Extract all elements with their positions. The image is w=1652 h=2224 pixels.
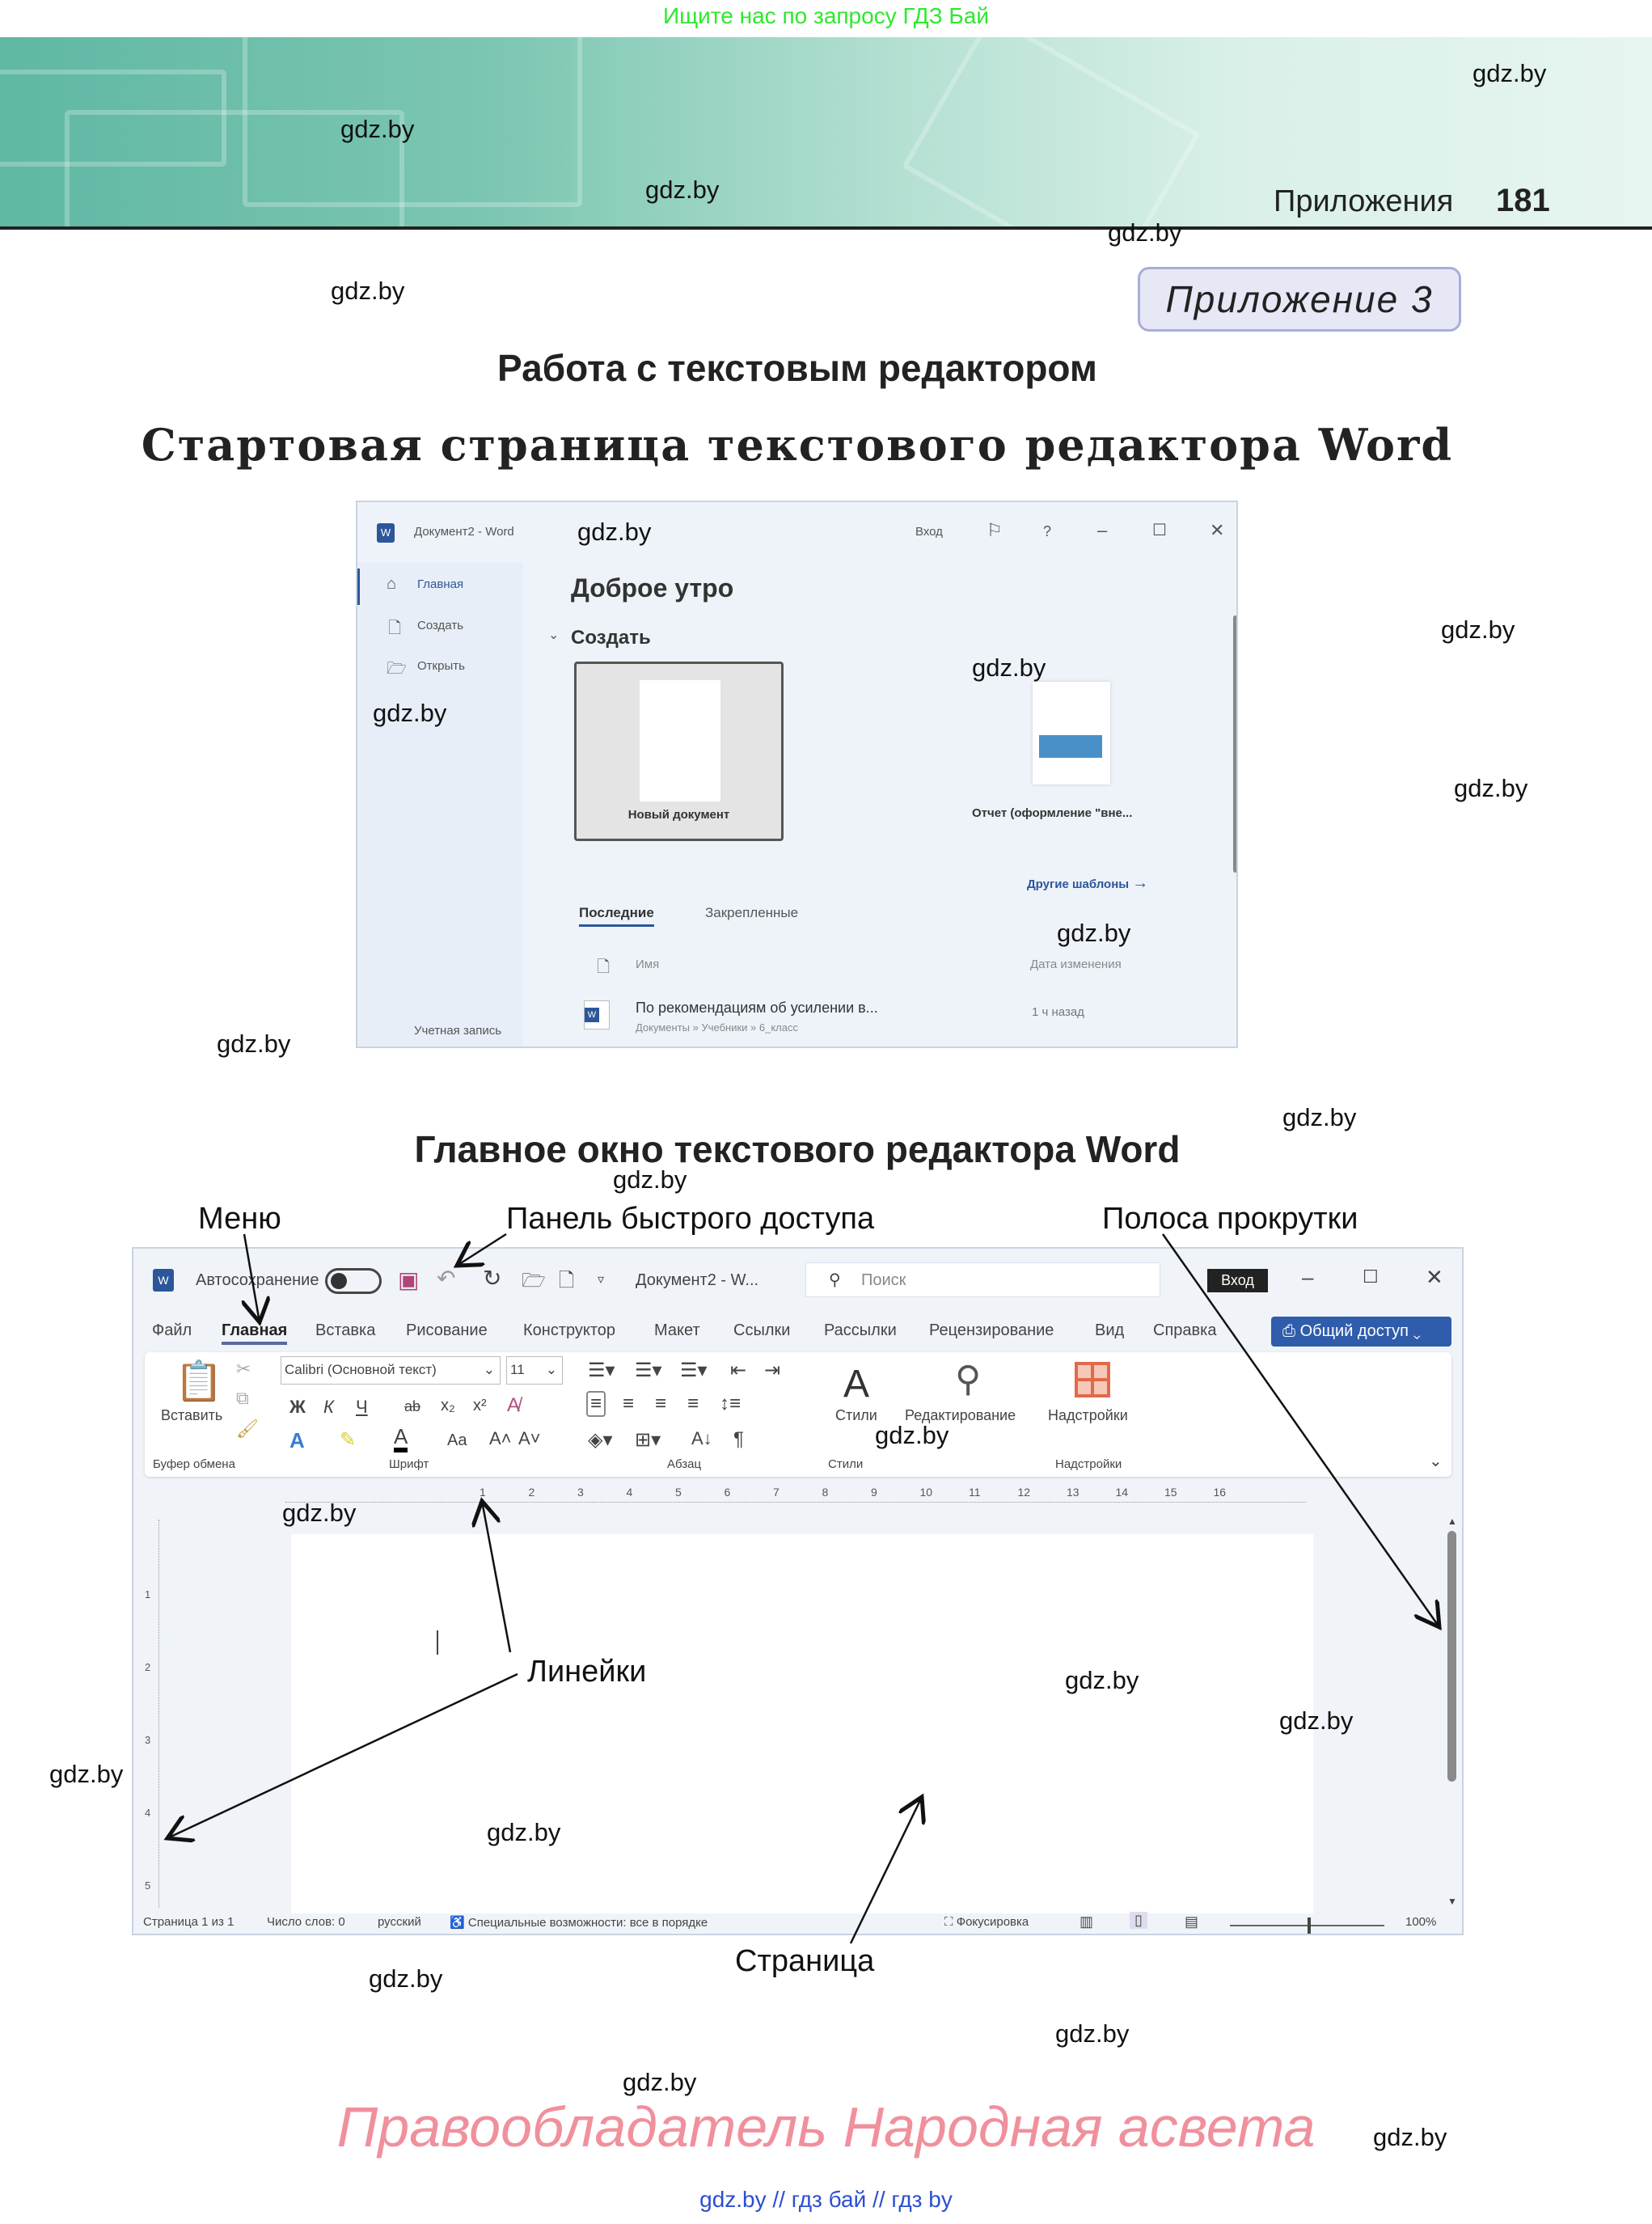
- redo-icon[interactable]: ↻: [483, 1266, 502, 1291]
- align-left-icon[interactable]: ≡: [586, 1391, 606, 1417]
- bold-button[interactable]: Ж: [289, 1397, 306, 1417]
- group-label-clipboard: Буфер обмена: [153, 1457, 235, 1471]
- ruler-number: 9: [871, 1486, 877, 1499]
- word-file-icon: W: [584, 1000, 610, 1030]
- status-accessibility[interactable]: ♿ Специальные возможности: все в порядке: [450, 1916, 708, 1930]
- watermark: gdz.by: [1065, 1666, 1139, 1694]
- borders-icon[interactable]: ⊞▾: [635, 1429, 661, 1451]
- autosave-toggle[interactable]: [325, 1268, 382, 1294]
- vertical-ruler-number: 5: [145, 1879, 151, 1892]
- watermark: gdz.by: [369, 1964, 443, 1993]
- subscript-button[interactable]: x₂: [441, 1397, 455, 1414]
- appendix-badge: Приложение 3: [1138, 267, 1461, 332]
- vertical-scrollbar[interactable]: [1447, 1531, 1456, 1782]
- search-placeholder: Поиск: [861, 1271, 906, 1289]
- scroll-down-icon[interactable]: ▼: [1447, 1896, 1457, 1907]
- tab-recent[interactable]: Последние: [579, 905, 654, 927]
- word-main-window-screenshot: [132, 1247, 1464, 1935]
- ruler-number: 2: [528, 1486, 535, 1499]
- watermark: gdz.by: [217, 1030, 291, 1058]
- vertical-ruler-number: 4: [145, 1807, 151, 1819]
- multilevel-list-icon[interactable]: ☰▾: [680, 1359, 708, 1381]
- word-logo-icon: W: [153, 1269, 174, 1292]
- watermark: gdz.by: [1282, 1103, 1357, 1131]
- status-page[interactable]: Страница 1 из 1: [143, 1915, 234, 1929]
- menu-tab-8[interactable]: Рецензирование: [929, 1321, 1054, 1339]
- ruler-number: 13: [1067, 1486, 1080, 1499]
- font-name-select[interactable]: Calibri (Основной текст) ⌄: [281, 1356, 501, 1385]
- share-button[interactable]: ⎙ Общий доступ ⌄: [1271, 1317, 1451, 1347]
- editing-icon[interactable]: ⚲: [955, 1359, 982, 1399]
- menu-tab-9[interactable]: Вид: [1095, 1321, 1125, 1339]
- group-label-paragraph: Абзац: [667, 1457, 702, 1471]
- watermark: gdz.by: [613, 1165, 687, 1194]
- word-start-screenshot: [356, 501, 1238, 1048]
- decrease-indent-icon[interactable]: ⇤: [730, 1359, 747, 1381]
- font-name-value: Calibri (Основной текст): [285, 1362, 437, 1377]
- copyright-notice: Правообладатель Народная асвета: [336, 2095, 1316, 2158]
- menu-tab-5[interactable]: Макет: [654, 1321, 700, 1339]
- shrink-font-button[interactable]: A˅: [518, 1428, 541, 1448]
- minimize-icon[interactable]: –: [1097, 520, 1108, 540]
- superscript-button[interactable]: x²: [473, 1397, 487, 1414]
- word-logo-icon: W: [377, 523, 395, 543]
- watermark: gdz.by: [1108, 218, 1182, 247]
- save-icon[interactable]: ▣: [398, 1267, 420, 1292]
- ruler-number: 16: [1213, 1486, 1227, 1499]
- status-words[interactable]: Число слов: 0: [267, 1915, 345, 1929]
- search-input[interactable]: [805, 1262, 1160, 1297]
- font-size-select[interactable]: 11 ⌄: [506, 1356, 563, 1385]
- ruler-number: 1: [480, 1486, 486, 1499]
- vertical-ruler-number: 2: [145, 1661, 151, 1673]
- template-label: Новый документ: [627, 808, 730, 822]
- template-new-document[interactable]: [574, 662, 784, 841]
- watermark: gdz.by: [645, 175, 720, 204]
- watermark: gdz.by: [623, 2068, 697, 2096]
- cut-icon[interactable]: ✂: [236, 1359, 251, 1379]
- watermark: gdz.by: [282, 1499, 357, 1527]
- watermark: gdz.by: [1055, 2019, 1130, 2048]
- watermark: gdz.by: [577, 518, 652, 546]
- help-icon[interactable]: ?: [1043, 523, 1052, 539]
- addins-icon[interactable]: [1075, 1362, 1110, 1397]
- watermark: gdz.by: [1057, 919, 1131, 947]
- clear-formatting-icon[interactable]: A̸: [507, 1394, 521, 1416]
- highlight-icon[interactable]: ✎: [340, 1429, 357, 1451]
- sort-icon[interactable]: A↓: [691, 1428, 712, 1448]
- maximize-icon[interactable]: ☐: [1363, 1266, 1379, 1287]
- vertical-ruler[interactable]: [142, 1520, 159, 1908]
- show-marks-icon[interactable]: ¶: [733, 1428, 744, 1450]
- watermark: gdz.by: [49, 1760, 124, 1788]
- scrollbar[interactable]: [1233, 615, 1238, 873]
- window-title: Документ2 - Word: [414, 525, 514, 539]
- format-painter-icon[interactable]: 🖌: [236, 1419, 259, 1439]
- ruler-number: 15: [1164, 1486, 1177, 1499]
- label-rulers: Линейки: [527, 1655, 647, 1689]
- watermark: gdz.by: [1441, 615, 1515, 644]
- folder-icon: 🗁: [387, 660, 407, 678]
- document-title: Документ2 - W...: [636, 1271, 759, 1289]
- ruler-number: 5: [675, 1486, 682, 1499]
- label-page: Страница: [735, 1944, 875, 1978]
- watermark: gdz.by: [1279, 1706, 1354, 1735]
- ruler-number: 4: [626, 1486, 633, 1499]
- grow-font-button[interactable]: A˄: [489, 1428, 512, 1448]
- addins-button[interactable]: Надстройки: [1048, 1407, 1128, 1423]
- feedback-icon[interactable]: ⚐: [987, 520, 1003, 540]
- heading-start-page: Стартовая страница текстового редактора Word: [141, 419, 1454, 471]
- file-path: Документы » Учебники » 6_класс: [636, 1021, 798, 1034]
- print-layout-icon[interactable]: ▯: [1130, 1912, 1147, 1929]
- document-page[interactable]: [291, 1534, 1313, 1914]
- menu-tab-2[interactable]: Вставка: [315, 1321, 376, 1339]
- create-heading: Создать: [571, 627, 651, 649]
- ruler-number: 11: [969, 1486, 981, 1499]
- ruler-number: 12: [1017, 1486, 1031, 1499]
- menu-tab-3[interactable]: Рисование: [406, 1321, 488, 1339]
- styles-icon[interactable]: A: [843, 1363, 870, 1406]
- bullets-icon[interactable]: ☰▾: [588, 1359, 615, 1381]
- watermark: gdz.by: [1373, 2123, 1447, 2151]
- label-menu: Меню: [198, 1202, 281, 1236]
- paste-icon[interactable]: 📋: [175, 1360, 223, 1403]
- page-number: 181: [1496, 183, 1550, 218]
- focus-button[interactable]: ⛶ Фокусировка: [944, 1915, 1029, 1929]
- close-icon[interactable]: ✕: [1210, 520, 1225, 540]
- sidebar-label: Открыть: [417, 659, 465, 673]
- vertical-ruler-number: 1: [145, 1588, 151, 1600]
- menu-tab-7[interactable]: Рассылки: [824, 1321, 897, 1339]
- watermark: gdz.by: [373, 699, 447, 727]
- label-scrollbar: Полоса прокрутки: [1102, 1202, 1358, 1236]
- change-case-button[interactable]: Aa: [447, 1431, 467, 1449]
- styles-button[interactable]: Стили: [835, 1407, 877, 1423]
- text-effects-button[interactable]: A: [289, 1428, 305, 1452]
- minimize-icon[interactable]: –: [1302, 1265, 1314, 1289]
- align-right-icon[interactable]: ≡: [655, 1393, 667, 1414]
- arrow-right-icon: →: [1132, 874, 1149, 892]
- signin-button[interactable]: Вход: [915, 525, 943, 539]
- undo-icon[interactable]: ↶: [437, 1266, 456, 1291]
- scroll-up-icon[interactable]: ▲: [1447, 1516, 1457, 1527]
- font-color-button[interactable]: A: [394, 1425, 408, 1452]
- text-cursor: [437, 1630, 438, 1655]
- align-center-icon[interactable]: ≡: [623, 1393, 635, 1414]
- maximize-icon[interactable]: ☐: [1152, 522, 1167, 539]
- zoom-slider[interactable]: [1230, 1925, 1384, 1926]
- sidebar-label: Создать: [417, 619, 464, 632]
- watermark: gdz.by: [875, 1421, 949, 1449]
- ruler-number: 10: [919, 1486, 933, 1499]
- more-templates-link[interactable]: Другие шаблоны →: [1027, 874, 1149, 892]
- template-label: Отчет (оформление "вне...: [972, 806, 1133, 820]
- new-doc-icon: 🗋: [388, 619, 402, 637]
- search-hint: Ищите нас по запросу ГДЗ Бай: [662, 3, 990, 28]
- editing-button[interactable]: Редактирование: [905, 1407, 1016, 1423]
- group-label-addins: Надстройки: [1055, 1457, 1122, 1471]
- footer-links[interactable]: gdz.by // гдз бай // гдз by: [699, 2187, 953, 2212]
- watermark: gdz.by: [340, 115, 415, 143]
- status-language[interactable]: русский: [378, 1915, 421, 1929]
- signin-button[interactable]: Вход: [1207, 1269, 1268, 1292]
- search-icon: ⚲: [829, 1271, 841, 1289]
- ruler-number: 14: [1115, 1486, 1129, 1499]
- close-icon[interactable]: ✕: [1426, 1265, 1443, 1289]
- strikethrough-button[interactable]: ab: [404, 1398, 421, 1414]
- shading-icon[interactable]: ◈▾: [588, 1429, 613, 1451]
- web-layout-icon[interactable]: ▤: [1185, 1913, 1199, 1930]
- underline-button[interactable]: Ч: [356, 1397, 368, 1417]
- numbering-icon[interactable]: ☰▾: [635, 1359, 662, 1381]
- new-doc-icon[interactable]: 🗋: [559, 1270, 575, 1292]
- sidebar-label: Главная: [417, 577, 464, 591]
- menu-tab-10[interactable]: Справка: [1153, 1321, 1217, 1339]
- column-name[interactable]: Имя: [636, 958, 660, 971]
- paste-button[interactable]: Вставить: [161, 1407, 223, 1423]
- watermark: gdz.by: [972, 653, 1046, 682]
- justify-icon[interactable]: ≡: [687, 1393, 699, 1414]
- open-icon[interactable]: 🗁: [522, 1270, 546, 1292]
- menu-tab-1[interactable]: Главная: [222, 1321, 287, 1345]
- menu-tab-4[interactable]: Конструктор: [523, 1321, 616, 1339]
- collapse-chevron-icon[interactable]: ⌄: [548, 628, 560, 642]
- font-size-value: 11: [510, 1362, 525, 1377]
- ruler-number: 7: [773, 1486, 780, 1499]
- group-label-font: Шрифт: [389, 1457, 429, 1471]
- watermark: gdz.by: [1472, 59, 1547, 87]
- increase-indent-icon[interactable]: ⇥: [764, 1359, 781, 1381]
- greeting: Доброе утро: [571, 573, 734, 603]
- file-date: 1 ч назад: [1032, 1005, 1084, 1019]
- column-date[interactable]: Дата изменения: [1030, 958, 1122, 971]
- vertical-ruler-number: 3: [145, 1734, 151, 1746]
- copy-icon[interactable]: ⧉: [236, 1388, 249, 1408]
- focus-icon: ⛶: [944, 1915, 953, 1929]
- read-mode-icon[interactable]: ▥: [1080, 1913, 1094, 1930]
- accessibility-icon: ♿: [450, 1916, 465, 1930]
- ruler-number: 6: [724, 1486, 731, 1499]
- home-icon: ⌂: [387, 575, 397, 593]
- watermark: gdz.by: [331, 277, 405, 305]
- watermark: gdz.by: [1454, 774, 1528, 802]
- file-name: По рекомендациям об усилении в...: [636, 1000, 878, 1016]
- horizontal-ruler[interactable]: [285, 1483, 1306, 1503]
- account-link[interactable]: Учетная запись: [414, 1024, 502, 1038]
- tab-pinned[interactable]: Закрепленные: [705, 905, 799, 920]
- zoom-slider-thumb[interactable]: [1308, 1917, 1311, 1934]
- watermark: gdz.by: [487, 1818, 561, 1846]
- line-spacing-icon[interactable]: ↕≡: [720, 1393, 741, 1414]
- menu-tab-6[interactable]: Ссылки: [733, 1321, 791, 1339]
- heading-main: Работа с текстовым редактором: [497, 347, 1097, 389]
- menu-tab-0[interactable]: Файл: [152, 1321, 192, 1339]
- label-quick-access: Панель быстрого доступа: [506, 1202, 875, 1236]
- customize-qat-icon[interactable]: ▿: [598, 1273, 605, 1287]
- group-label-styles: Стили: [828, 1457, 864, 1471]
- heading-main-window: Главное окно текстового редактора Word: [414, 1128, 1181, 1170]
- zoom-level[interactable]: 100%: [1405, 1915, 1437, 1929]
- ruler-number: 3: [577, 1486, 584, 1499]
- collapse-ribbon-icon[interactable]: ⌄: [1429, 1452, 1443, 1470]
- autosave-label: Автосохранение: [196, 1271, 319, 1289]
- file-type-icon: 🗋: [597, 958, 611, 976]
- share-label: Общий доступ: [1299, 1322, 1409, 1340]
- ruler-number: 8: [822, 1486, 829, 1499]
- section-title: Приложения: [1274, 184, 1454, 218]
- italic-button[interactable]: К: [323, 1397, 334, 1417]
